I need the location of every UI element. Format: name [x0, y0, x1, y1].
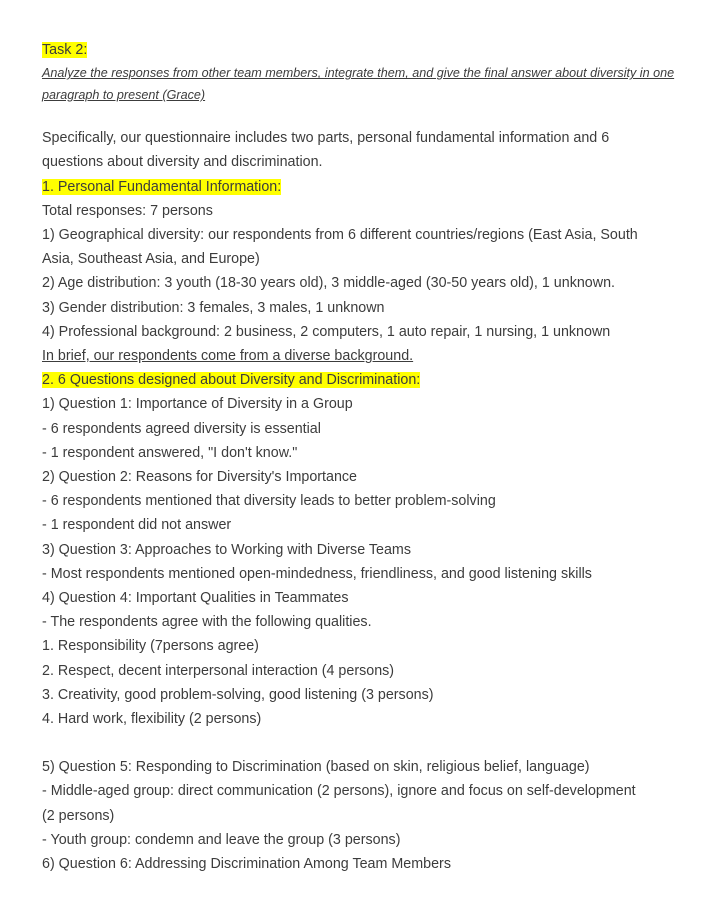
- task-subtitle-part1: Analyze the responses from other team members, integrate them, and give the final answer: [42, 66, 552, 81]
- task-subtitle-part2: about diversity in one paragraph to present (Grace): [42, 66, 675, 103]
- quality-item: 4. Hard work, flexibility (2 persons): [42, 711, 262, 728]
- section2-heading: 2. 6 Questions designed about Diversity and Discrimination:: [42, 372, 421, 389]
- section1-heading: 1. Personal Fundamental Information:: [42, 178, 282, 195]
- section1-item: 2) Age distribution: 3 youth (18-30 years old), 3 middle-aged (30-50 years old), 1 unknown.: [42, 275, 615, 292]
- answer-line: - 6 respondents agreed diversity is essential: [42, 420, 321, 437]
- section1-item: 4) Professional background: 2 business, 2 computers, 1 auto repair, 1 nursing, 1 unknown: [42, 323, 611, 340]
- task-title: Task 2:: [42, 42, 88, 58]
- answer-line: - Most respondents mentioned open-mindedness, friendliness, and good listening skills: [42, 565, 592, 582]
- answer-line: - 1 respondent did not answer: [42, 517, 232, 534]
- question-line: 2) Question 2: Reasons for Diversity's Importance: [42, 469, 358, 486]
- answer-line: - Middle-aged group: direct communication (2 persons), ignore and focus on self-development (2 persons): [42, 783, 636, 824]
- task-title-line: [42, 38, 682, 62]
- quality-item: 2. Respect, decent interpersonal interaction (4 persons): [42, 662, 395, 679]
- section1-heading-line: [42, 175, 682, 199]
- quality-item: 1. Responsibility (7persons agree): [42, 638, 259, 655]
- quality-item: 3. Creativity, good problem-solving, good listening (3 persons): [42, 686, 434, 703]
- spacer: [42, 106, 682, 126]
- question-line: 1) Question 1: Importance of Diversity in a Group: [42, 396, 353, 413]
- section1-summary-line: [42, 344, 682, 368]
- answer-line: - Youth group: condemn and leave the group (3 persons): [42, 831, 401, 848]
- section1-summary: In brief, our respondents come from a diverse background.: [42, 348, 414, 365]
- section1-item: 3) Gender distribution: 3 females, 3 males, 1 unknown: [42, 299, 385, 316]
- question-line: 6) Question 6: Addressing Discrimination Among Team Members: [42, 856, 451, 873]
- answer-line: - 6 respondents mentioned that diversity leads to better problem-solving: [42, 493, 496, 510]
- section2-heading-line: [42, 368, 682, 392]
- question-line: 3) Question 3: Approaches to Working with Diverse Teams: [42, 541, 411, 558]
- answer-line: - 1 respondent answered, "I don't know.": [42, 444, 298, 461]
- document-page: [42, 38, 682, 876]
- question-line: 5) Question 5: Responding to Discrimination (based on skin, religious belief, language): [42, 759, 590, 776]
- intro-paragraph: Specifically, our questionnaire includes two parts, personal fundamental information and 6 questions about diversity and discrimination.: [42, 130, 610, 171]
- question-line: 4) Question 4: Important Qualities in Teammates: [42, 590, 349, 607]
- total-responses: Total responses: 7 persons: [42, 202, 213, 219]
- section1-item: 1) Geographical diversity: our respondents from 6 different countries/regions (East Asia, South Asia, Southeast Asia, and Europe): [42, 227, 638, 268]
- task-subtitle: [42, 62, 682, 106]
- spacer: [42, 731, 682, 755]
- answer-line: - The respondents agree with the following qualities.: [42, 614, 372, 631]
